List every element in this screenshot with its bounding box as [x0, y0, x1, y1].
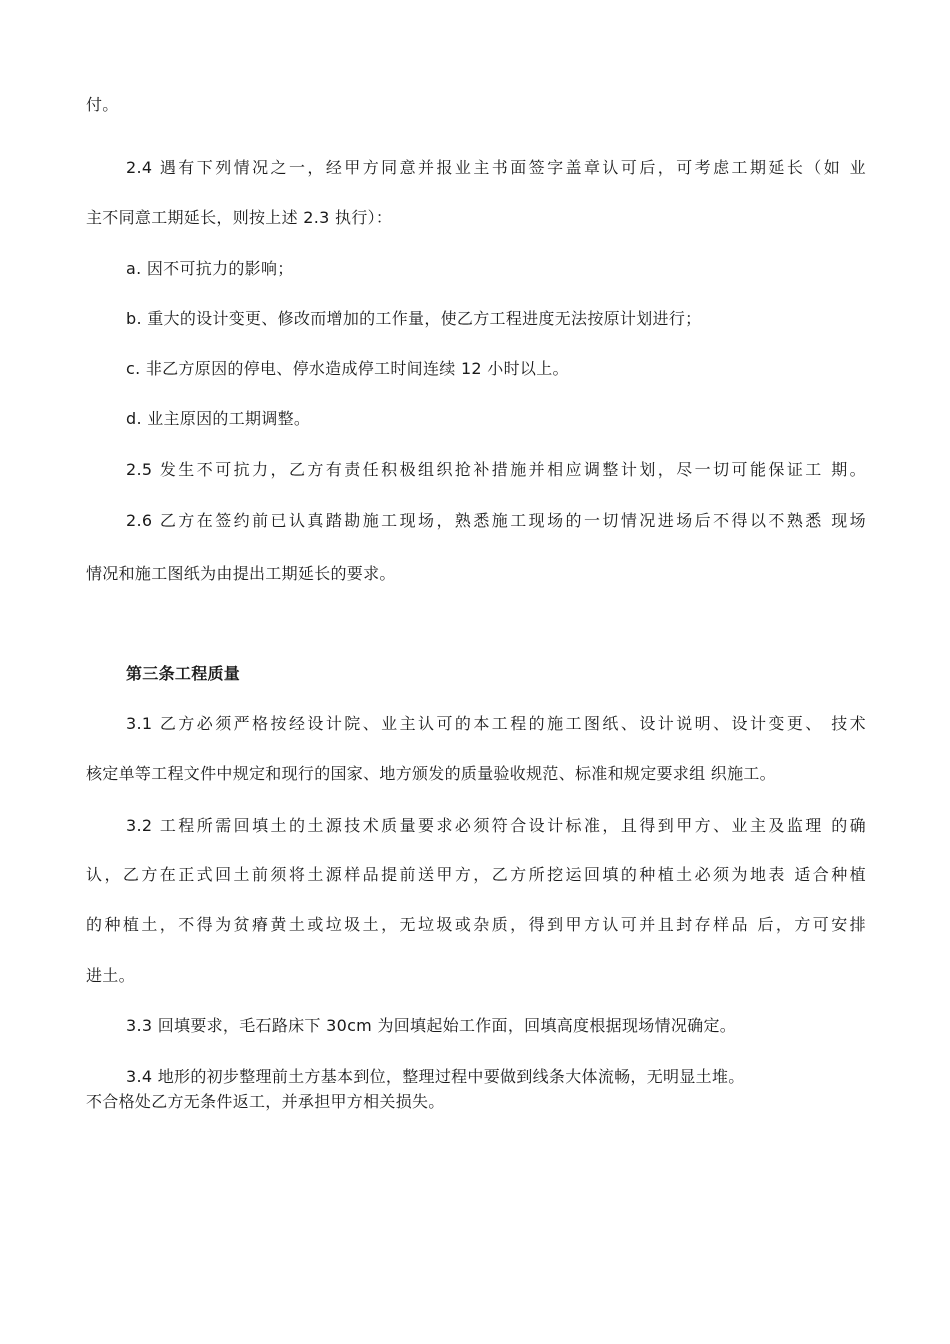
clause-3-4-line-1: 3.4 地形的初步整理前土方基本到位，整理过程中要做到线条大体流畅，无明显土堆。: [126, 1067, 745, 1086]
clause-2-6-line-1: 2.6 乙方在签约前已认真踏勘施工现场，熟悉施工现场的一切情况进场后不得以不熟悉 现场: [126, 511, 866, 530]
list-item-b: b. 重大的设计变更、修改而增加的工作量，使乙方工程进度无法按原计划进行；: [126, 309, 702, 328]
clause-3-1-line-1: 3.1 乙方必须严格按经设计院、业主认可的本工程的施工图纸、设计说明、设计变更、 技术: [126, 714, 866, 733]
clause-2-4-line-2: 主不同意工期延长，则按上述 2.3 执行）：: [86, 208, 393, 227]
clause-2-6-line-2: 情况和施工图纸为由提出工期延长的要求。: [86, 564, 396, 583]
clause-2-5: 2.5 发生不可抗力，乙方有责任积极组织抢补措施并相应调整计划，尽一切可能保证工 期。: [126, 460, 866, 479]
clause-2-4-line-1: 2.4 遇有下列情况之一，经甲方同意并报业主书面签字盖章认可后，可考虑工期延长（如 业: [126, 158, 866, 177]
list-item-c: c. 非乙方原因的停电、停水造成停工时间连续 12 小时以上。: [126, 359, 569, 378]
text-line-continuation: 付。: [86, 95, 119, 114]
clause-3-1-line-2: 核定单等工程文件中规定和现行的国家、地方颁发的质量验收规范、标准和规定要求组 织施工。: [86, 764, 776, 783]
clause-3-2-line-4: 进土。: [86, 966, 135, 985]
clause-3-2-line-3: 的种植土，不得为贫瘠黄土或垃圾土，无垃圾或杂质，得到甲方认可并且封存样品 后，方可安排: [86, 915, 866, 934]
section-heading-quality: 第三条工程质量: [126, 664, 241, 683]
list-item-a: a. 因不可抗力的影响；: [126, 259, 294, 278]
clause-3-2-line-2: 认，乙方在正式回土前须将土源样品提前送甲方，乙方所挖运回填的种植土必须为地表 适合种植: [86, 865, 866, 884]
clause-3-2-line-1: 3.2 工程所需回填土的土源技术质量要求必须符合设计标准，且得到甲方、业主及监理 的确: [126, 816, 866, 835]
list-item-d: d. 业主原因的工期调整。: [126, 409, 311, 428]
clause-3-3: 3.3 回填要求，毛石路床下 30cm 为回填起始工作面，回填高度根据现场情况确定。: [126, 1016, 737, 1035]
clause-3-4-line-2: 不合格处乙方无条件返工，并承担甲方相关损失。: [86, 1092, 445, 1111]
